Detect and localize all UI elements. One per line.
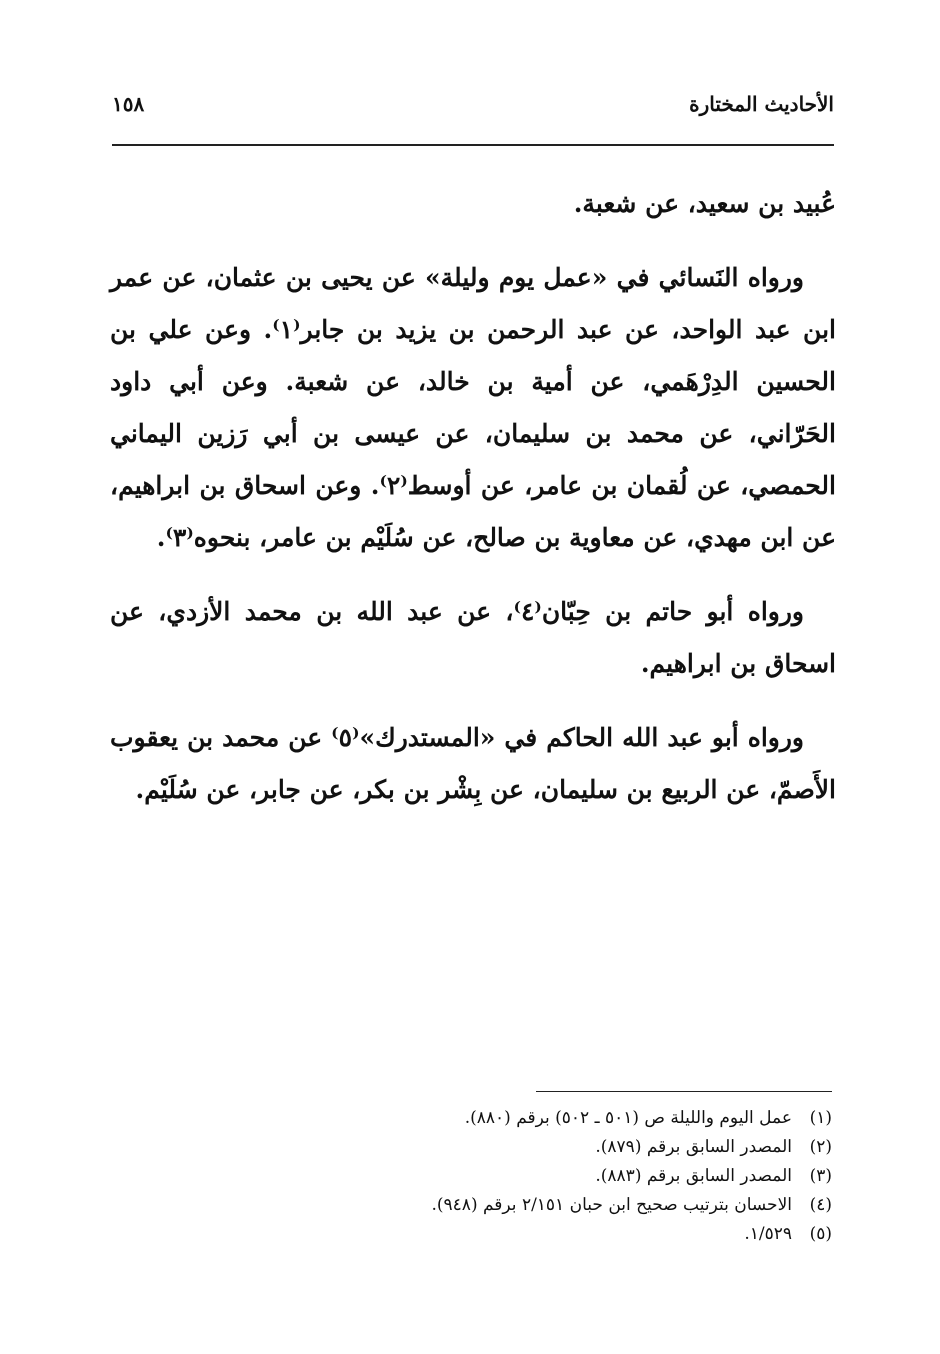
- page-header: [112, 92, 834, 128]
- footnote-number: (٥): [809, 1224, 832, 1244]
- footnote-divider: [536, 1091, 832, 1092]
- footnote-text: الاحسان بترتيب صحيح ابن حبان ٢/١٥١ برقم (٩٤٨).: [431, 1195, 792, 1215]
- paragraph-2: ورواه النَسائي في «عمل يوم وليلة» عن يحيى بن عثمان، عن عمر ابن عبد الواحد، عن عبد الرحمن بن يزيد بن جابر⁽١⁾. وعن علي بن الحسين الدِرْهَمي، عن أمية بن خالد، عن شعبة. وعن أبي داود الحَرّاني، عن محمد بن سليمان، عن عيسى بن أبي رَزين اليماني الحمصي، عن لُقمان بن عامر، عن أوسط⁽٢⁾. وعن اسحاق بن ابراهيم، عن ابن مهدي، عن معاوية بن صالح، عن سُلَيْم بن عامر، بنحوه⁽٣⁾.: [110, 263, 836, 552]
- footnote-1: [272, 1104, 832, 1133]
- footnote-number: (٢): [809, 1137, 832, 1157]
- paragraph-4: ورواه أبو عبد الله الحاكم في «المستدرك»⁽٥⁾ عن محمد بن يعقوب الأَصمّ، عن الربيع بن سليمان، عن بِشْر بن بكر، عن جابر، عن سُلَيْم.: [110, 723, 836, 804]
- footnote-number: (١): [809, 1108, 832, 1128]
- paragraph-3: ورواه أبو حاتم بن حِبّان⁽٤⁾، عن عبد الله بن محمد الأزدي، عن اسحاق بن ابراهيم.: [110, 597, 836, 678]
- footnote-5: [272, 1220, 832, 1249]
- footnote-number: (٤): [809, 1195, 832, 1215]
- running-title: الأحاديث المختارة: [689, 92, 834, 116]
- page-number: ١٥٨: [112, 92, 145, 116]
- main-text: [110, 178, 836, 838]
- footnote-4: [272, 1191, 832, 1220]
- footnote-text: ١/٥٢٩.: [744, 1224, 792, 1244]
- footnote-number: (٣): [809, 1166, 832, 1186]
- paragraph-1: عُبيد بن سعيد، عن شعبة.: [573, 189, 836, 218]
- footnote-2: [272, 1133, 832, 1162]
- footnote-text: المصدر السابق برقم (٨٨٣).: [595, 1166, 792, 1186]
- footnotes: [272, 1104, 832, 1249]
- footnote-3: [272, 1162, 832, 1191]
- footnote-text: عمل اليوم والليلة ص (٥٠١ ـ ٥٠٢) برقم (٨٨٠).: [464, 1108, 792, 1128]
- header-divider: [112, 144, 834, 146]
- footnote-text: المصدر السابق برقم (٨٧٩).: [595, 1137, 792, 1157]
